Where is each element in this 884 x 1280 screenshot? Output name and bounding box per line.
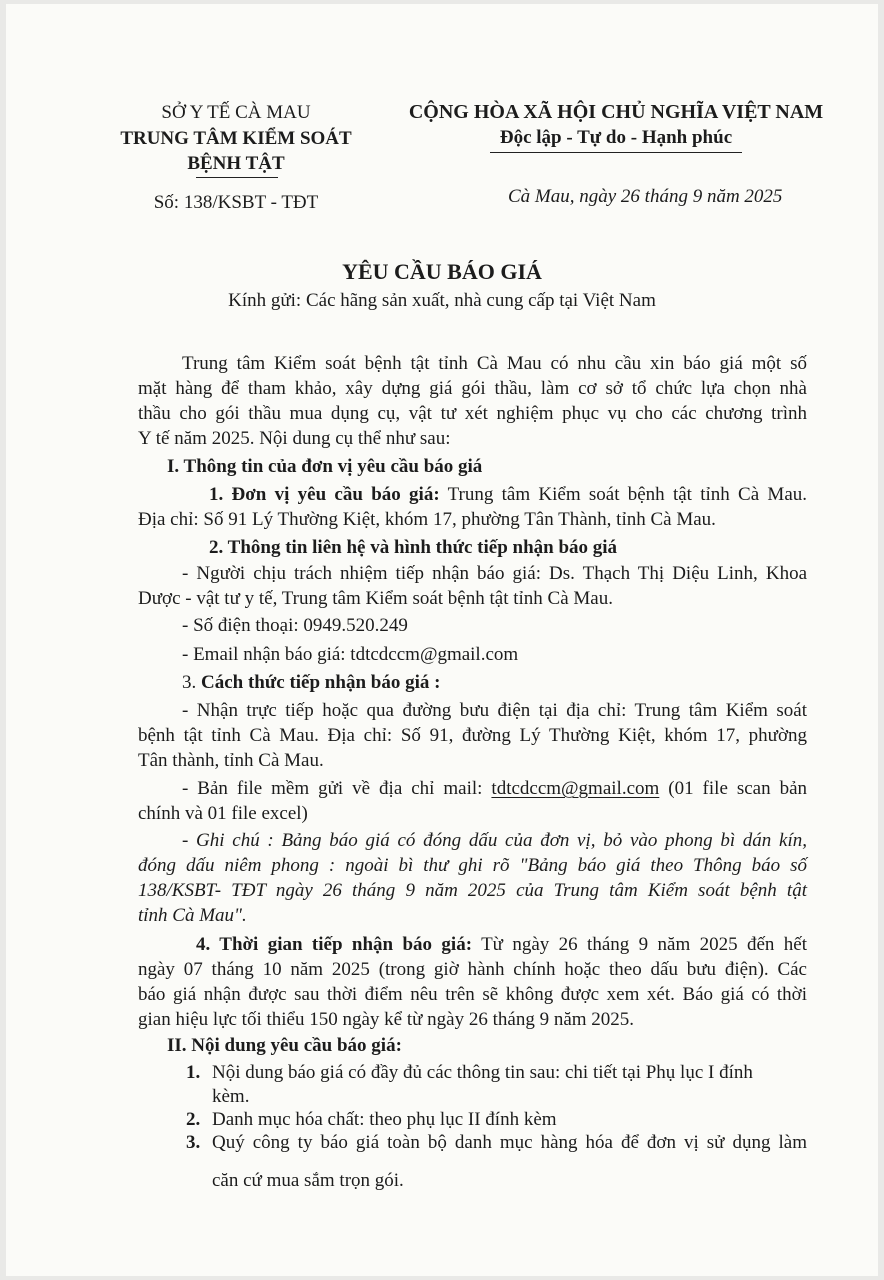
contact-phone: - Số điện thoại: 0949.520.249 <box>182 615 408 636</box>
section2-heading: II. Nội dung yêu cầu báo giá: <box>167 1035 402 1056</box>
document-number: Số: 138/KSBT - TĐT <box>153 192 319 213</box>
item2-heading: 2. Thông tin liên hệ và hình thức tiếp nhận báo giá <box>209 537 618 558</box>
note-line-4: tỉnh Cà Mau". <box>138 905 247 926</box>
agency-name-line2: BỆNH TẬT <box>187 153 285 174</box>
item4-text: Từ ngày 26 tháng 9 năm 2025 đến hết <box>472 934 808 955</box>
item4-line <box>196 934 807 956</box>
motto-underline <box>490 152 742 153</box>
list-item-3 <box>186 1132 807 1154</box>
list-item-1-number: 1. <box>186 1062 201 1083</box>
item1-line <box>209 484 807 506</box>
file-line-1 <box>182 778 807 800</box>
list-item-1-cont: kèm. <box>212 1086 250 1107</box>
contact-email: - Email nhận báo giá: tdtcdccm@gmail.com <box>182 644 519 665</box>
note-line-1: - Ghi chú : Bảng báo giá có đóng dấu của đơn vị, bỏ vào phong bì dán kín, <box>182 830 807 851</box>
time-line-4: gian hiệu lực tối thiểu 150 ngày kể từ ngày 26 tháng 9 năm 2025. <box>138 1009 635 1030</box>
agency-parent: SỞ Y TẾ CÀ MAU <box>161 102 311 123</box>
document-date: Cà Mau, ngày 26 tháng 9 năm 2025 <box>508 186 783 207</box>
time-line-2: ngày 07 tháng 10 năm 2025 (trong giờ hành chính hoặc theo dấu bưu điện). Các <box>138 959 807 980</box>
item3-heading-line <box>182 672 440 694</box>
document-page <box>6 4 878 1276</box>
receive-line-2: bệnh tật tỉnh Cà Mau. Địa chỉ: Số 91, đường Lý Thường Kiệt, khóm 17, phường <box>138 725 807 746</box>
item1-text: Trung tâm Kiểm soát bệnh tật tỉnh Cà Mau. <box>439 484 807 505</box>
receive-line-1: - Nhận trực tiếp hoặc qua đường bưu điện tại địa chỉ: Trung tâm Kiểm soát <box>182 700 807 721</box>
intro-line-2: mặt hàng để tham khảo, xây dựng giá gói thầu, làm cơ sở tổ chức lựa chọn nhà <box>138 378 807 399</box>
intro-line-4: Y tế năm 2025. Nội dung cụ thể như sau: <box>138 428 451 449</box>
agency-underline <box>196 177 278 178</box>
contact-line-2: Dược - vật tư y tế, Trung tâm Kiểm soát bệnh tật tỉnh Cà Mau. <box>138 588 613 609</box>
list-item-3-text: Quý công ty báo giá toàn bộ danh mục hàng hóa để đơn vị sử dụng làm <box>212 1132 807 1153</box>
national-title: CỘNG HÒA XÃ HỘI CHỦ NGHĨA VIỆT NAM <box>408 101 824 123</box>
section1-heading: I. Thông tin của đơn vị yêu cầu báo giá <box>167 456 483 477</box>
item3-prefix: 3. <box>182 672 201 693</box>
list-item-2-number: 2. <box>186 1109 201 1130</box>
file-email-link[interactable]: tdtcdccm@gmail.com <box>491 778 660 799</box>
list-item-1-text: Nội dung báo giá có đầy đủ các thông tin sau: chi tiết tại Phụ lục I đính <box>212 1062 753 1083</box>
intro-line-3: thầu cho gói thầu mua dụng cụ, vật tư xét nghiệm phục vụ cho các chương trình <box>138 403 807 424</box>
list-item-2 <box>186 1109 557 1131</box>
contact-line-1: - Người chịu trách nhiệm tiếp nhận báo giá: Ds. Thạch Thị Diệu Linh, Khoa <box>182 563 807 584</box>
note-line-3: 138/KSBT- TĐT ngày 26 tháng 9 năm 2025 của Trung tâm Kiểm soát bệnh tật <box>138 880 807 901</box>
item1-address: Địa chỉ: Số 91 Lý Thường Kiệt, khóm 17, phường Tân Thành, tỉnh Cà Mau. <box>138 509 716 530</box>
agency-name-line1: TRUNG TÂM KIỂM SOÁT <box>120 128 352 149</box>
note-line-2: đóng dấu niêm phong : ngoài bì thư ghi rõ "Bảng báo giá theo Thông báo số <box>138 855 807 876</box>
list-item-2-text: Danh mục hóa chất: theo phụ lục II đính kèm <box>212 1109 557 1130</box>
time-line-3: báo giá nhận được sau thời điểm nêu trên sẽ không được xem xét. Báo giá có thời <box>138 984 807 1005</box>
file-suffix: (01 file scan bản <box>659 778 807 799</box>
file-prefix: - Bản file mềm gửi về địa chỉ mail: <box>182 778 492 799</box>
receive-line-3: Tân thành, tỉnh Cà Mau. <box>138 750 324 771</box>
file-line-2: chính và 01 file excel) <box>138 803 308 824</box>
recipient-line: Kính gửi: Các hãng sản xuất, nhà cung cấp tại Việt Nam <box>228 290 656 311</box>
item1-label: 1. Đơn vị yêu cầu báo giá: <box>209 484 440 505</box>
document-title: YÊU CẦU BÁO GIÁ <box>342 259 542 284</box>
item3-heading: Cách thức tiếp nhận báo giá : <box>201 672 441 693</box>
intro-line-1: Trung tâm Kiểm soát bệnh tật tỉnh Cà Mau có nhu cầu xin báo giá một số <box>182 353 807 374</box>
list-item-3-cont: căn cứ mua sắm trọn gói. <box>212 1170 404 1191</box>
national-motto: Độc lập - Tự do - Hạnh phúc <box>499 127 733 148</box>
item4-label: 4. Thời gian tiếp nhận báo giá: <box>196 934 473 955</box>
list-item-3-number: 3. <box>186 1132 201 1153</box>
list-item-1 <box>186 1062 807 1084</box>
